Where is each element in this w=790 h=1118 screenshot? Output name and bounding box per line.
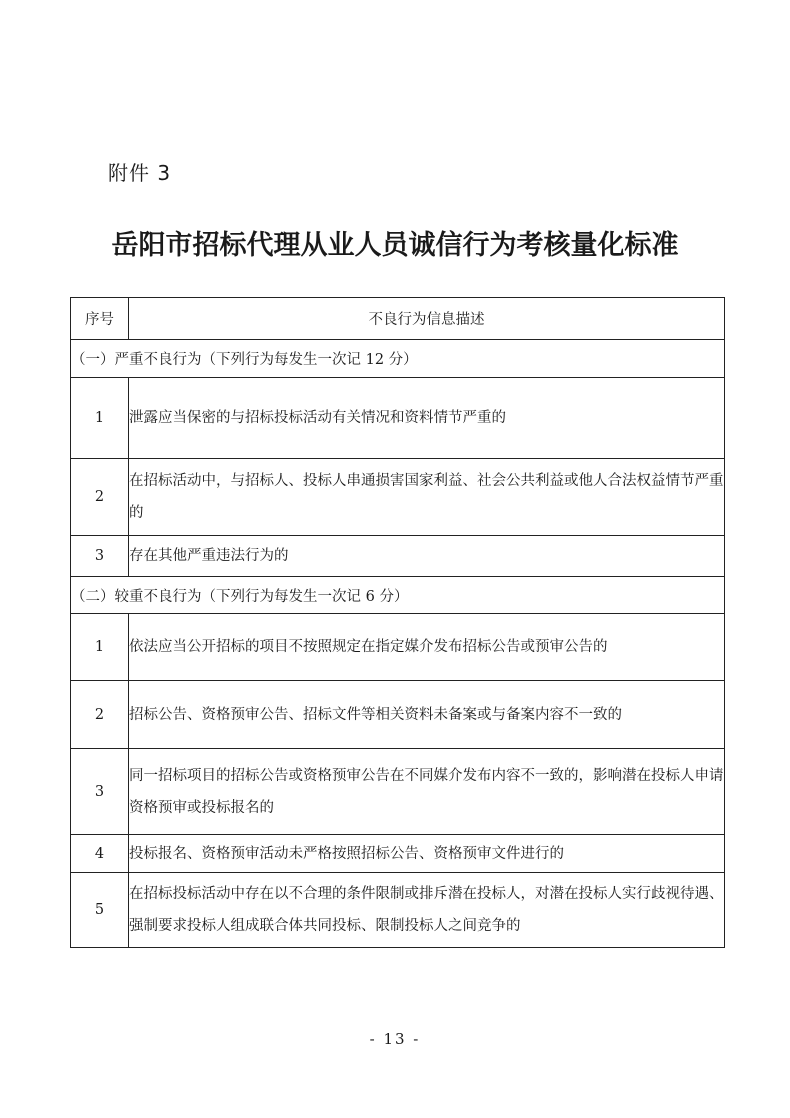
table-row xyxy=(71,459,725,536)
row-num: 5 xyxy=(71,873,129,948)
section-title-major: （二）较重不良行为（下列行为每发生一次记 6 分） xyxy=(71,577,725,614)
table-row xyxy=(71,749,725,835)
page-number: - 13 - xyxy=(369,1030,421,1048)
document-title: 岳阳市招标代理从业人员诚信行为考核量化标准 xyxy=(111,230,679,261)
section-row xyxy=(71,577,725,614)
section-title-serious: （一）严重不良行为（下列行为每发生一次记 12 分） xyxy=(71,340,725,378)
row-num: 2 xyxy=(71,681,129,749)
table-row xyxy=(71,681,725,749)
table-row xyxy=(71,614,725,681)
row-desc: 在招标投标活动中存在以不合理的条件限制或排斥潜在投标人，对潜在投标人实行歧视待遇、强制要求投标人组成联合体共同投标、限制投标人之间竞争的 xyxy=(129,873,725,948)
table-row xyxy=(71,378,725,459)
attachment-label: 附件 3 xyxy=(108,161,172,185)
row-num: 1 xyxy=(71,378,129,459)
row-desc: 在招标活动中，与招标人、投标人串通损害国家利益、社会公共利益或他人合法权益情节严重的 xyxy=(129,459,725,536)
table-row xyxy=(71,536,725,577)
table-header-row xyxy=(71,298,725,340)
row-num: 3 xyxy=(71,536,129,577)
standards-table xyxy=(70,297,725,948)
table-row xyxy=(71,835,725,873)
row-num: 4 xyxy=(71,835,129,873)
row-num: 2 xyxy=(71,459,129,536)
row-num: 1 xyxy=(71,614,129,681)
row-desc: 泄露应当保密的与招标投标活动有关情况和资料情节严重的 xyxy=(129,378,725,459)
table-row xyxy=(71,873,725,948)
header-num: 序号 xyxy=(71,298,129,340)
section-row xyxy=(71,340,725,378)
header-desc: 不良行为信息描述 xyxy=(129,298,725,340)
row-desc: 招标公告、资格预审公告、招标文件等相关资料未备案或与备案内容不一致的 xyxy=(129,681,725,749)
row-desc: 存在其他严重违法行为的 xyxy=(129,536,725,577)
row-num: 3 xyxy=(71,749,129,835)
row-desc: 同一招标项目的招标公告或资格预审公告在不同媒介发布内容不一致的，影响潜在投标人申请资格预审或投标报名的 xyxy=(129,749,725,835)
row-desc: 依法应当公开招标的项目不按照规定在指定媒介发布招标公告或预审公告的 xyxy=(129,614,725,681)
row-desc: 投标报名、资格预审活动未严格按照招标公告、资格预审文件进行的 xyxy=(129,835,725,873)
